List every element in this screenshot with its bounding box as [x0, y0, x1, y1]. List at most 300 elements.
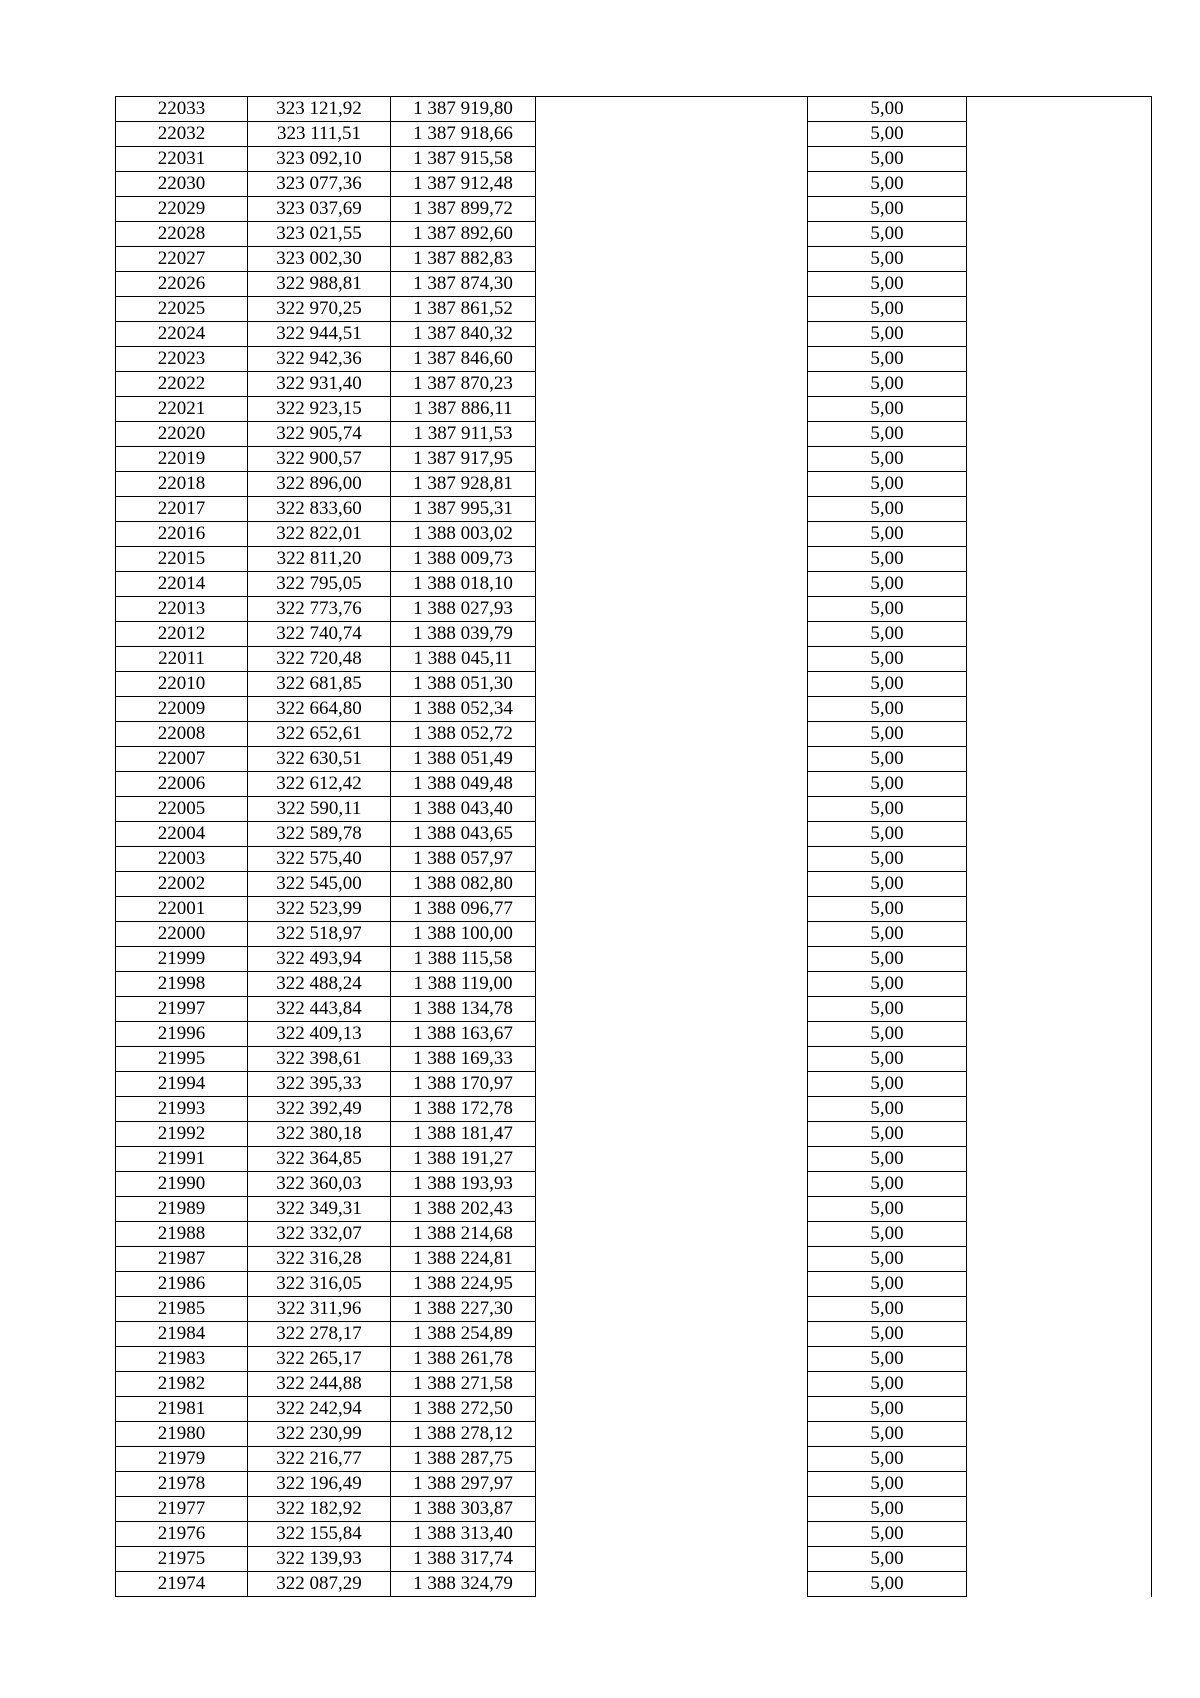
x-coordinate-cell: 322 811,20	[248, 547, 391, 572]
y-coordinate-cell: 1 388 096,77	[391, 897, 536, 922]
value-cell: 5,00	[808, 997, 967, 1022]
blank-cell	[967, 622, 1152, 647]
x-coordinate-cell: 322 590,11	[248, 797, 391, 822]
x-coordinate-cell: 322 196,49	[248, 1472, 391, 1497]
y-coordinate-cell: 1 388 039,79	[391, 622, 536, 647]
blank-cell	[967, 1047, 1152, 1072]
value-cell: 5,00	[808, 972, 967, 997]
blank-cell	[536, 1472, 808, 1497]
blank-cell	[536, 1397, 808, 1422]
point-number-cell: 21997	[116, 997, 248, 1022]
point-number-cell: 22030	[116, 172, 248, 197]
blank-cell	[536, 797, 808, 822]
table-row	[116, 1272, 1152, 1297]
point-number-cell: 21992	[116, 1122, 248, 1147]
blank-cell	[967, 1122, 1152, 1147]
value-cell: 5,00	[808, 697, 967, 722]
x-coordinate-cell: 322 316,28	[248, 1247, 391, 1272]
y-coordinate-cell: 1 388 287,75	[391, 1447, 536, 1472]
table-row	[116, 247, 1152, 272]
point-number-cell: 21984	[116, 1322, 248, 1347]
x-coordinate-cell: 322 230,99	[248, 1422, 391, 1447]
x-coordinate-cell: 322 488,24	[248, 972, 391, 997]
blank-cell	[536, 1047, 808, 1072]
point-number-cell: 22002	[116, 872, 248, 897]
value-cell: 5,00	[808, 847, 967, 872]
value-cell: 5,00	[808, 447, 967, 472]
y-coordinate-cell: 1 388 018,10	[391, 572, 536, 597]
blank-cell	[536, 1422, 808, 1447]
blank-cell	[536, 722, 808, 747]
point-number-cell: 21982	[116, 1372, 248, 1397]
x-coordinate-cell: 322 896,00	[248, 472, 391, 497]
blank-cell	[536, 847, 808, 872]
blank-cell	[967, 247, 1152, 272]
point-number-cell: 21978	[116, 1472, 248, 1497]
point-number-cell: 22023	[116, 347, 248, 372]
x-coordinate-cell: 322 364,85	[248, 1147, 391, 1172]
point-number-cell: 21998	[116, 972, 248, 997]
y-coordinate-cell: 1 388 049,48	[391, 772, 536, 797]
y-coordinate-cell: 1 388 172,78	[391, 1097, 536, 1122]
value-cell: 5,00	[808, 497, 967, 522]
blank-cell	[536, 647, 808, 672]
table-row	[116, 497, 1152, 522]
value-cell: 5,00	[808, 1422, 967, 1447]
x-coordinate-cell: 323 002,30	[248, 247, 391, 272]
point-number-cell: 22025	[116, 297, 248, 322]
x-coordinate-cell: 322 612,42	[248, 772, 391, 797]
value-cell: 5,00	[808, 322, 967, 347]
value-cell: 5,00	[808, 347, 967, 372]
point-number-cell: 21985	[116, 1297, 248, 1322]
blank-cell	[536, 1072, 808, 1097]
blank-cell	[967, 847, 1152, 872]
blank-cell	[536, 772, 808, 797]
blank-cell	[967, 1022, 1152, 1047]
x-coordinate-cell: 323 111,51	[248, 122, 391, 147]
blank-cell	[536, 547, 808, 572]
table-row	[116, 1147, 1152, 1172]
table-row	[116, 1397, 1152, 1422]
y-coordinate-cell: 1 388 224,81	[391, 1247, 536, 1272]
y-coordinate-cell: 1 387 911,53	[391, 422, 536, 447]
point-number-cell: 22029	[116, 197, 248, 222]
y-coordinate-cell: 1 388 313,40	[391, 1522, 536, 1547]
blank-cell	[536, 1372, 808, 1397]
table-row	[116, 997, 1152, 1022]
value-cell: 5,00	[808, 547, 967, 572]
value-cell: 5,00	[808, 1372, 967, 1397]
blank-cell	[967, 572, 1152, 597]
point-number-cell: 22012	[116, 622, 248, 647]
blank-cell	[536, 447, 808, 472]
y-coordinate-cell: 1 388 303,87	[391, 1497, 536, 1522]
value-cell: 5,00	[808, 572, 967, 597]
table-row	[116, 722, 1152, 747]
value-cell: 5,00	[808, 147, 967, 172]
x-coordinate-cell: 322 244,88	[248, 1372, 391, 1397]
value-cell: 5,00	[808, 822, 967, 847]
y-coordinate-cell: 1 387 899,72	[391, 197, 536, 222]
x-coordinate-cell: 322 652,61	[248, 722, 391, 747]
blank-cell	[967, 172, 1152, 197]
x-coordinate-cell: 322 380,18	[248, 1122, 391, 1147]
table-row	[116, 922, 1152, 947]
x-coordinate-cell: 322 970,25	[248, 297, 391, 322]
table-row	[116, 947, 1152, 972]
blank-cell	[536, 1272, 808, 1297]
x-coordinate-cell: 322 589,78	[248, 822, 391, 847]
blank-cell	[536, 1022, 808, 1047]
y-coordinate-cell: 1 388 324,79	[391, 1572, 536, 1597]
point-number-cell: 22006	[116, 772, 248, 797]
value-cell: 5,00	[808, 1122, 967, 1147]
point-number-cell: 21989	[116, 1197, 248, 1222]
blank-cell	[536, 1447, 808, 1472]
blank-cell	[536, 747, 808, 772]
blank-cell	[536, 597, 808, 622]
blank-cell	[536, 1122, 808, 1147]
table-row	[116, 397, 1152, 422]
table-row	[116, 822, 1152, 847]
table-row	[116, 647, 1152, 672]
x-coordinate-cell: 322 265,17	[248, 1347, 391, 1372]
point-number-cell: 22026	[116, 272, 248, 297]
point-number-cell: 22028	[116, 222, 248, 247]
blank-cell	[536, 997, 808, 1022]
value-cell: 5,00	[808, 1197, 967, 1222]
point-number-cell: 22008	[116, 722, 248, 747]
table-row	[116, 697, 1152, 722]
value-cell: 5,00	[808, 1297, 967, 1322]
blank-cell	[967, 1372, 1152, 1397]
table-body	[116, 97, 1152, 1597]
value-cell: 5,00	[808, 772, 967, 797]
point-number-cell: 22018	[116, 472, 248, 497]
blank-cell	[536, 422, 808, 447]
y-coordinate-cell: 1 388 082,80	[391, 872, 536, 897]
x-coordinate-cell: 322 443,84	[248, 997, 391, 1022]
table-row	[116, 1522, 1152, 1547]
point-number-cell: 22000	[116, 922, 248, 947]
blank-cell	[967, 1522, 1152, 1547]
y-coordinate-cell: 1 387 919,80	[391, 97, 536, 122]
blank-cell	[967, 397, 1152, 422]
x-coordinate-cell: 322 278,17	[248, 1322, 391, 1347]
point-number-cell: 22024	[116, 322, 248, 347]
y-coordinate-cell: 1 388 169,33	[391, 1047, 536, 1072]
value-cell: 5,00	[808, 622, 967, 647]
table-row	[116, 272, 1152, 297]
blank-cell	[967, 547, 1152, 572]
blank-cell	[967, 272, 1152, 297]
point-number-cell: 21993	[116, 1097, 248, 1122]
y-coordinate-cell: 1 388 227,30	[391, 1297, 536, 1322]
y-coordinate-cell: 1 388 163,67	[391, 1022, 536, 1047]
blank-cell	[536, 1547, 808, 1572]
table-row	[116, 447, 1152, 472]
y-coordinate-cell: 1 387 917,95	[391, 447, 536, 472]
blank-cell	[967, 97, 1152, 122]
blank-cell	[967, 1322, 1152, 1347]
point-number-cell: 22014	[116, 572, 248, 597]
y-coordinate-cell: 1 388 191,27	[391, 1147, 536, 1172]
blank-cell	[967, 1272, 1152, 1297]
x-coordinate-cell: 322 931,40	[248, 372, 391, 397]
blank-cell	[536, 147, 808, 172]
point-number-cell: 22004	[116, 822, 248, 847]
y-coordinate-cell: 1 388 045,11	[391, 647, 536, 672]
blank-cell	[967, 1447, 1152, 1472]
point-number-cell: 22027	[116, 247, 248, 272]
blank-cell	[536, 1572, 808, 1597]
y-coordinate-cell: 1 387 892,60	[391, 222, 536, 247]
y-coordinate-cell: 1 387 918,66	[391, 122, 536, 147]
y-coordinate-cell: 1 388 057,97	[391, 847, 536, 872]
value-cell: 5,00	[808, 672, 967, 697]
blank-cell	[536, 922, 808, 947]
value-cell: 5,00	[808, 1472, 967, 1497]
point-number-cell: 21987	[116, 1247, 248, 1272]
y-coordinate-cell: 1 388 009,73	[391, 547, 536, 572]
point-number-cell: 22007	[116, 747, 248, 772]
x-coordinate-cell: 322 182,92	[248, 1497, 391, 1522]
blank-cell	[967, 497, 1152, 522]
table-row	[116, 122, 1152, 147]
value-cell: 5,00	[808, 222, 967, 247]
x-coordinate-cell: 322 395,33	[248, 1072, 391, 1097]
blank-cell	[536, 1097, 808, 1122]
value-cell: 5,00	[808, 897, 967, 922]
table-row	[116, 1497, 1152, 1522]
blank-cell	[536, 1322, 808, 1347]
y-coordinate-cell: 1 388 202,43	[391, 1197, 536, 1222]
blank-cell	[536, 572, 808, 597]
table-row	[116, 1022, 1152, 1047]
value-cell: 5,00	[808, 522, 967, 547]
blank-cell	[536, 697, 808, 722]
y-coordinate-cell: 1 388 193,93	[391, 1172, 536, 1197]
blank-cell	[967, 1097, 1152, 1122]
x-coordinate-cell: 322 795,05	[248, 572, 391, 597]
y-coordinate-cell: 1 388 003,02	[391, 522, 536, 547]
x-coordinate-cell: 323 077,36	[248, 172, 391, 197]
point-number-cell: 22011	[116, 647, 248, 672]
table-row	[116, 347, 1152, 372]
y-coordinate-cell: 1 388 181,47	[391, 1122, 536, 1147]
value-cell: 5,00	[808, 97, 967, 122]
blank-cell	[967, 997, 1152, 1022]
x-coordinate-cell: 322 392,49	[248, 1097, 391, 1122]
x-coordinate-cell: 322 720,48	[248, 647, 391, 672]
x-coordinate-cell: 323 021,55	[248, 222, 391, 247]
x-coordinate-cell: 322 942,36	[248, 347, 391, 372]
x-coordinate-cell: 322 216,77	[248, 1447, 391, 1472]
point-number-cell: 21991	[116, 1147, 248, 1172]
blank-cell	[536, 122, 808, 147]
blank-cell	[967, 1547, 1152, 1572]
value-cell: 5,00	[808, 947, 967, 972]
table-row	[116, 172, 1152, 197]
table-row	[116, 372, 1152, 397]
value-cell: 5,00	[808, 1222, 967, 1247]
x-coordinate-cell: 322 923,15	[248, 397, 391, 422]
blank-cell	[536, 497, 808, 522]
y-coordinate-cell: 1 388 027,93	[391, 597, 536, 622]
point-number-cell: 21995	[116, 1047, 248, 1072]
table-row	[116, 1347, 1152, 1372]
blank-cell	[967, 147, 1152, 172]
blank-cell	[536, 1297, 808, 1322]
blank-cell	[967, 422, 1152, 447]
blank-cell	[536, 322, 808, 347]
value-cell: 5,00	[808, 922, 967, 947]
blank-cell	[967, 772, 1152, 797]
value-cell: 5,00	[808, 597, 967, 622]
point-number-cell: 22033	[116, 97, 248, 122]
value-cell: 5,00	[808, 1022, 967, 1047]
blank-cell	[536, 622, 808, 647]
point-number-cell: 21981	[116, 1397, 248, 1422]
x-coordinate-cell: 323 037,69	[248, 197, 391, 222]
y-coordinate-cell: 1 388 272,50	[391, 1397, 536, 1422]
y-coordinate-cell: 1 388 297,97	[391, 1472, 536, 1497]
blank-cell	[967, 822, 1152, 847]
x-coordinate-cell: 322 349,31	[248, 1197, 391, 1222]
table-row	[116, 1222, 1152, 1247]
value-cell: 5,00	[808, 1147, 967, 1172]
blank-cell	[536, 472, 808, 497]
value-cell: 5,00	[808, 872, 967, 897]
blank-cell	[536, 672, 808, 697]
blank-cell	[967, 1247, 1152, 1272]
table-row	[116, 1172, 1152, 1197]
x-coordinate-cell: 322 518,97	[248, 922, 391, 947]
point-number-cell: 21979	[116, 1447, 248, 1472]
blank-cell	[967, 1572, 1152, 1597]
blank-cell	[967, 697, 1152, 722]
x-coordinate-cell: 322 630,51	[248, 747, 391, 772]
blank-cell	[967, 647, 1152, 672]
table-row	[116, 597, 1152, 622]
blank-cell	[967, 222, 1152, 247]
y-coordinate-cell: 1 388 278,12	[391, 1422, 536, 1447]
x-coordinate-cell: 322 087,29	[248, 1572, 391, 1597]
y-coordinate-cell: 1 387 840,32	[391, 322, 536, 347]
blank-cell	[536, 397, 808, 422]
point-number-cell: 21988	[116, 1222, 248, 1247]
point-number-cell: 21975	[116, 1547, 248, 1572]
table-row	[116, 622, 1152, 647]
y-coordinate-cell: 1 387 912,48	[391, 172, 536, 197]
point-number-cell: 22015	[116, 547, 248, 572]
point-number-cell: 22005	[116, 797, 248, 822]
point-number-cell: 21994	[116, 1072, 248, 1097]
coordinates-table	[115, 96, 1152, 1597]
y-coordinate-cell: 1 388 261,78	[391, 1347, 536, 1372]
y-coordinate-cell: 1 388 134,78	[391, 997, 536, 1022]
x-coordinate-cell: 322 139,93	[248, 1547, 391, 1572]
blank-cell	[536, 522, 808, 547]
blank-cell	[536, 347, 808, 372]
blank-cell	[536, 222, 808, 247]
point-number-cell: 22020	[116, 422, 248, 447]
value-cell: 5,00	[808, 1547, 967, 1572]
point-number-cell: 21980	[116, 1422, 248, 1447]
table-row	[116, 472, 1152, 497]
table-row	[116, 1047, 1152, 1072]
y-coordinate-cell: 1 387 870,23	[391, 372, 536, 397]
y-coordinate-cell: 1 388 170,97	[391, 1072, 536, 1097]
blank-cell	[536, 1147, 808, 1172]
table-row	[116, 1197, 1152, 1222]
point-number-cell: 22001	[116, 897, 248, 922]
blank-cell	[536, 1222, 808, 1247]
x-coordinate-cell: 322 664,80	[248, 697, 391, 722]
value-cell: 5,00	[808, 1047, 967, 1072]
y-coordinate-cell: 1 388 214,68	[391, 1222, 536, 1247]
x-coordinate-cell: 322 575,40	[248, 847, 391, 872]
blank-cell	[967, 372, 1152, 397]
table-row	[116, 1097, 1152, 1122]
value-cell: 5,00	[808, 422, 967, 447]
y-coordinate-cell: 1 387 874,30	[391, 272, 536, 297]
value-cell: 5,00	[808, 1447, 967, 1472]
blank-cell	[967, 922, 1152, 947]
blank-cell	[536, 1172, 808, 1197]
x-coordinate-cell: 322 155,84	[248, 1522, 391, 1547]
y-coordinate-cell: 1 388 224,95	[391, 1272, 536, 1297]
y-coordinate-cell: 1 388 051,49	[391, 747, 536, 772]
table-row	[116, 547, 1152, 572]
x-coordinate-cell: 322 740,74	[248, 622, 391, 647]
blank-cell	[967, 947, 1152, 972]
table-row	[116, 147, 1152, 172]
blank-cell	[536, 972, 808, 997]
value-cell: 5,00	[808, 297, 967, 322]
blank-cell	[967, 1222, 1152, 1247]
blank-cell	[536, 272, 808, 297]
point-number-cell: 21977	[116, 1497, 248, 1522]
value-cell: 5,00	[808, 747, 967, 772]
blank-cell	[536, 297, 808, 322]
x-coordinate-cell: 322 545,00	[248, 872, 391, 897]
table-row	[116, 1372, 1152, 1397]
y-coordinate-cell: 1 388 317,74	[391, 1547, 536, 1572]
y-coordinate-cell: 1 388 052,72	[391, 722, 536, 747]
blank-cell	[967, 897, 1152, 922]
table-row	[116, 1422, 1152, 1447]
y-coordinate-cell: 1 388 043,65	[391, 822, 536, 847]
y-coordinate-cell: 1 387 886,11	[391, 397, 536, 422]
blank-cell	[536, 372, 808, 397]
blank-cell	[967, 1297, 1152, 1322]
blank-cell	[536, 97, 808, 122]
x-coordinate-cell: 322 311,96	[248, 1297, 391, 1322]
blank-cell	[967, 722, 1152, 747]
blank-cell	[536, 247, 808, 272]
blank-cell	[967, 672, 1152, 697]
table-row	[116, 1247, 1152, 1272]
value-cell: 5,00	[808, 797, 967, 822]
value-cell: 5,00	[808, 1247, 967, 1272]
x-coordinate-cell: 322 833,60	[248, 497, 391, 522]
y-coordinate-cell: 1 387 915,58	[391, 147, 536, 172]
point-number-cell: 21976	[116, 1522, 248, 1547]
point-number-cell: 21986	[116, 1272, 248, 1297]
y-coordinate-cell: 1 387 861,52	[391, 297, 536, 322]
